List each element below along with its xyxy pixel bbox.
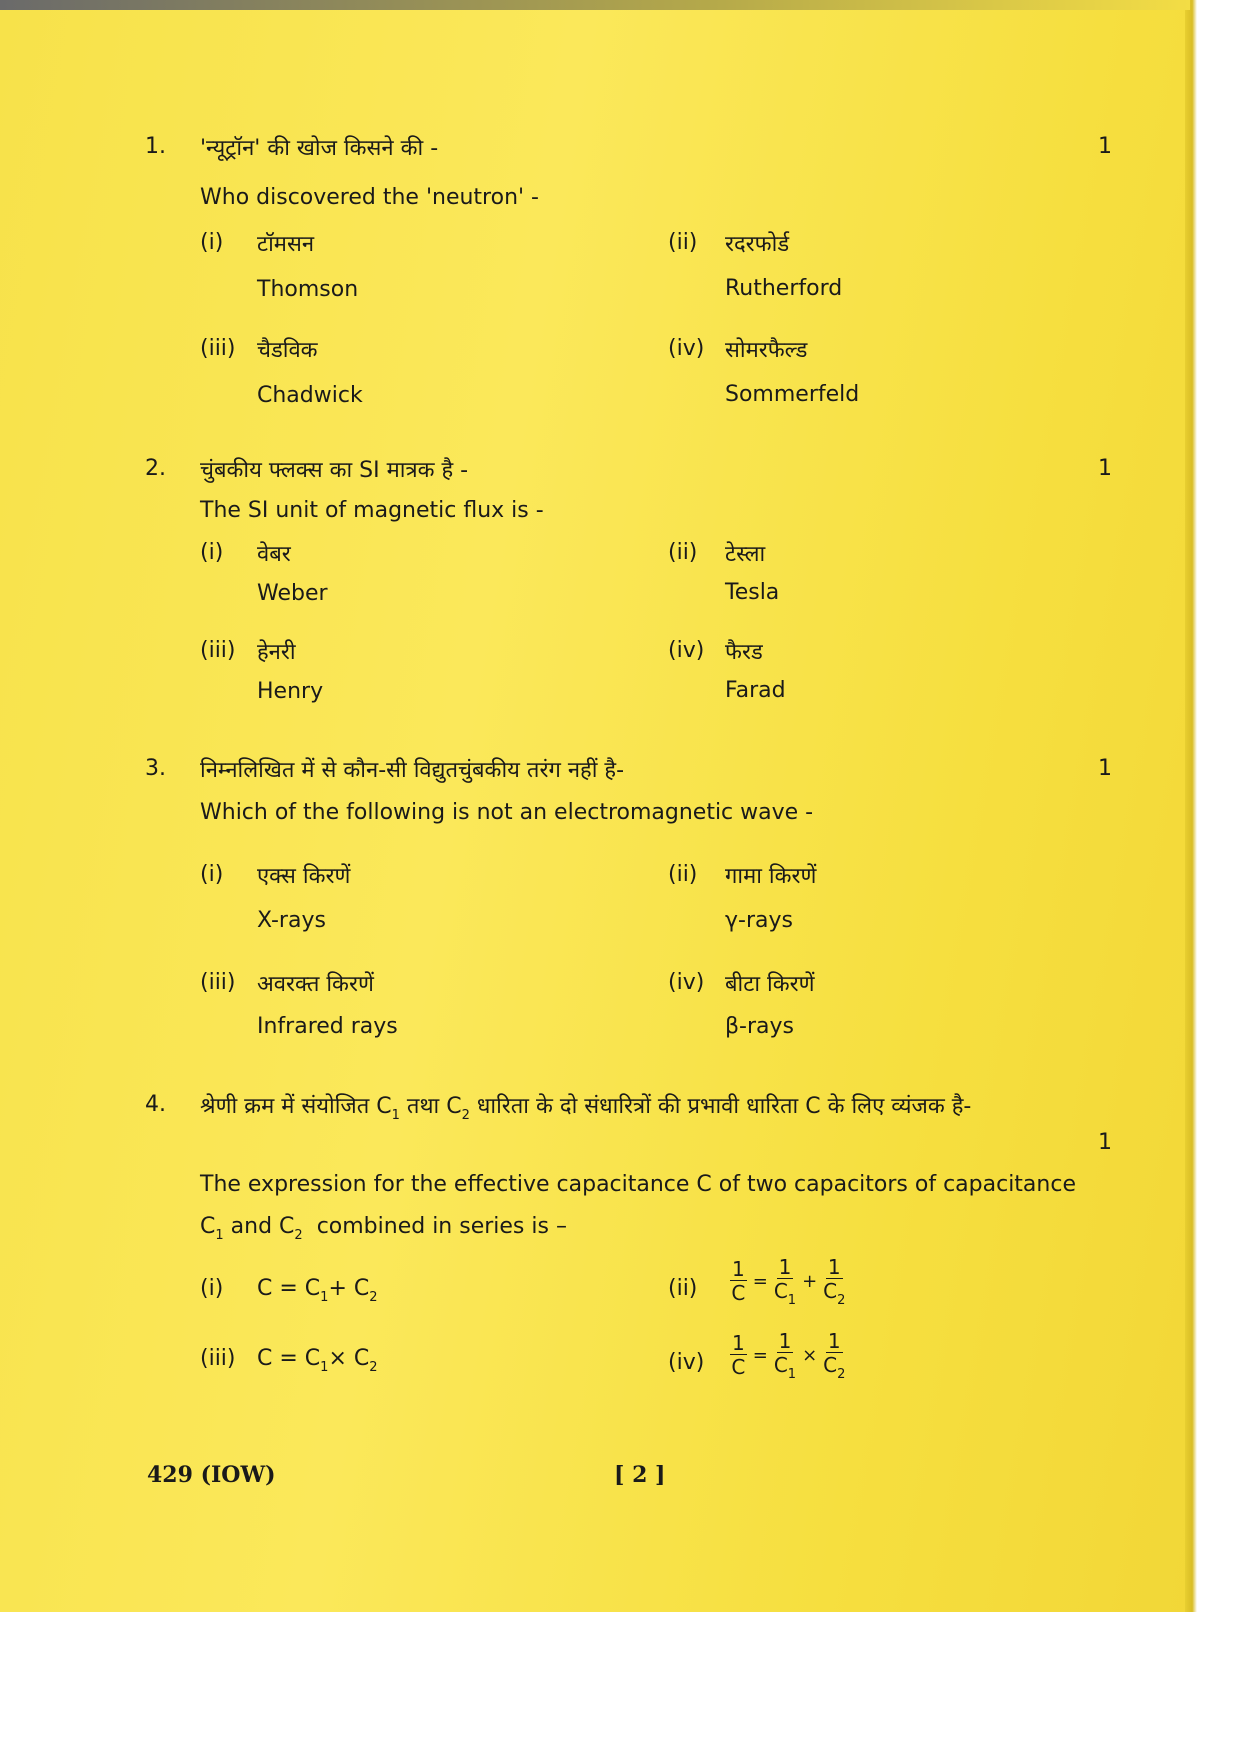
option-english: X-rays [257, 908, 326, 933]
option-label: (iv) [668, 638, 705, 663]
option-formula: $\frac{1}{C}$ = $\frac{1}{C_1}$ × $\frac{1}{C_2}$ [731, 1329, 846, 1382]
question-marks: 1 [1098, 456, 1112, 481]
subscript-1: 1 [391, 1108, 400, 1123]
option-english: Henry [257, 679, 324, 704]
question-marks: 1 [1098, 134, 1112, 159]
option-label: (i) [200, 862, 224, 887]
option-label: (iv) [668, 970, 705, 995]
question-marks: 1 [1098, 1130, 1112, 1155]
option-english: Tesla [725, 580, 780, 605]
question-text-english: Which of the following is not an electromagnetic wave - [200, 800, 814, 825]
fraction: $\frac{1}{C}$ [731, 1257, 746, 1305]
option-hindi: एक्स किरणें [257, 864, 351, 889]
option-label: (ii) [668, 540, 698, 565]
option-label: (iii) [200, 970, 236, 995]
option-hindi: चैडविक [257, 338, 318, 363]
option-hindi: गामा किरणें [725, 864, 817, 889]
option-english: Sommerfeld [725, 382, 860, 407]
question-text-hindi: निम्नलिखित में से कौन-सी विद्युतचुंबकीय तरंग नहीं है- [200, 758, 625, 783]
option-hindi: वेबर [257, 542, 291, 567]
option-hindi: रदरफोर्ड [725, 232, 790, 257]
option-label: (iv) [668, 1350, 705, 1375]
option-hindi: फैरड [725, 640, 763, 665]
q4-hindi-part-a: श्रेणी क्रम में संयोजित C [200, 1094, 392, 1119]
question-number: 2. [145, 456, 166, 481]
option-label: (iii) [200, 1346, 236, 1371]
question-text-english: Who discovered the 'neutron' - [200, 185, 539, 210]
question-number: 3. [145, 756, 166, 781]
option-formula: $C = C_1\times C_2$ [257, 1346, 378, 1375]
fraction: $\frac{1}{C}$ [731, 1331, 746, 1379]
option-hindi: सोमरफैल्ड [725, 338, 808, 363]
option-english: Infrared rays [257, 1014, 398, 1039]
top-shadow-strip [0, 0, 1190, 10]
fraction: $\frac{1}{C_1}$ [773, 1329, 797, 1382]
option-label: (ii) [668, 862, 698, 887]
option-formula: $\frac{1}{C}$ = $\frac{1}{C_1}$ + $\frac{1}{C_2}$ [731, 1255, 846, 1308]
option-label: (iii) [200, 336, 236, 361]
option-formula: $C = C_1+ C_2$ [257, 1276, 378, 1305]
question-number: 4. [145, 1092, 166, 1117]
q4-hindi-part-b: तथा C [406, 1094, 462, 1119]
fraction: $\frac{1}{C_2}$ [823, 1329, 846, 1382]
question-text-english: The SI unit of magnetic flux is - [200, 498, 544, 523]
option-hindi: टेस्ला [725, 542, 766, 567]
question-number: 1. [145, 134, 166, 159]
option-hindi: अवरक्त किरणें [257, 972, 374, 997]
option-hindi: हेनरी [257, 640, 296, 665]
question-text-english-line2: $C_1$ and $C_2$ combined in series is – [200, 1214, 567, 1243]
option-label: (ii) [668, 1276, 698, 1301]
question-text-hindi: 'न्यूट्रॉन' की खोज किसने की - [200, 136, 439, 161]
option-english: Farad [725, 678, 786, 703]
option-english: Weber [257, 581, 328, 606]
option-hindi: बीटा किरणें [725, 972, 815, 997]
fraction: $\frac{1}{C_2}$ [823, 1255, 846, 1308]
question-text-english-line1: The expression for the effective capacitance C of two capacitors of capacitance [200, 1172, 1076, 1197]
option-english: Rutherford [725, 276, 843, 301]
option-label: (i) [200, 540, 224, 565]
option-label: (i) [200, 230, 224, 255]
question-text-hindi: चुंबकीय फ्लक्स का SI मात्रक है - [200, 458, 469, 483]
option-english: Thomson [257, 277, 359, 302]
subscript-2: 2 [461, 1108, 470, 1123]
q4-hindi-part-c: धारिता के दो संधारित्रों की प्रभावी धारिता C के लिए व्यंजक है- [476, 1094, 972, 1119]
option-label: (iv) [668, 336, 705, 361]
page-number: [ 2 ] [614, 1462, 666, 1488]
paper-code: 429 (IOW) [147, 1462, 276, 1488]
option-label: (i) [200, 1276, 224, 1301]
option-english: Chadwick [257, 383, 363, 408]
fraction: $\frac{1}{C_1}$ [773, 1255, 797, 1308]
question-marks: 1 [1098, 756, 1112, 781]
option-label: (iii) [200, 638, 236, 663]
paper-edge [1185, 0, 1197, 1612]
question-text-hindi [200, 1090, 972, 1123]
option-english: γ-rays [725, 908, 793, 933]
option-hindi: टॉमसन [257, 232, 315, 257]
option-english: β-rays [725, 1014, 794, 1039]
option-label: (ii) [668, 230, 698, 255]
